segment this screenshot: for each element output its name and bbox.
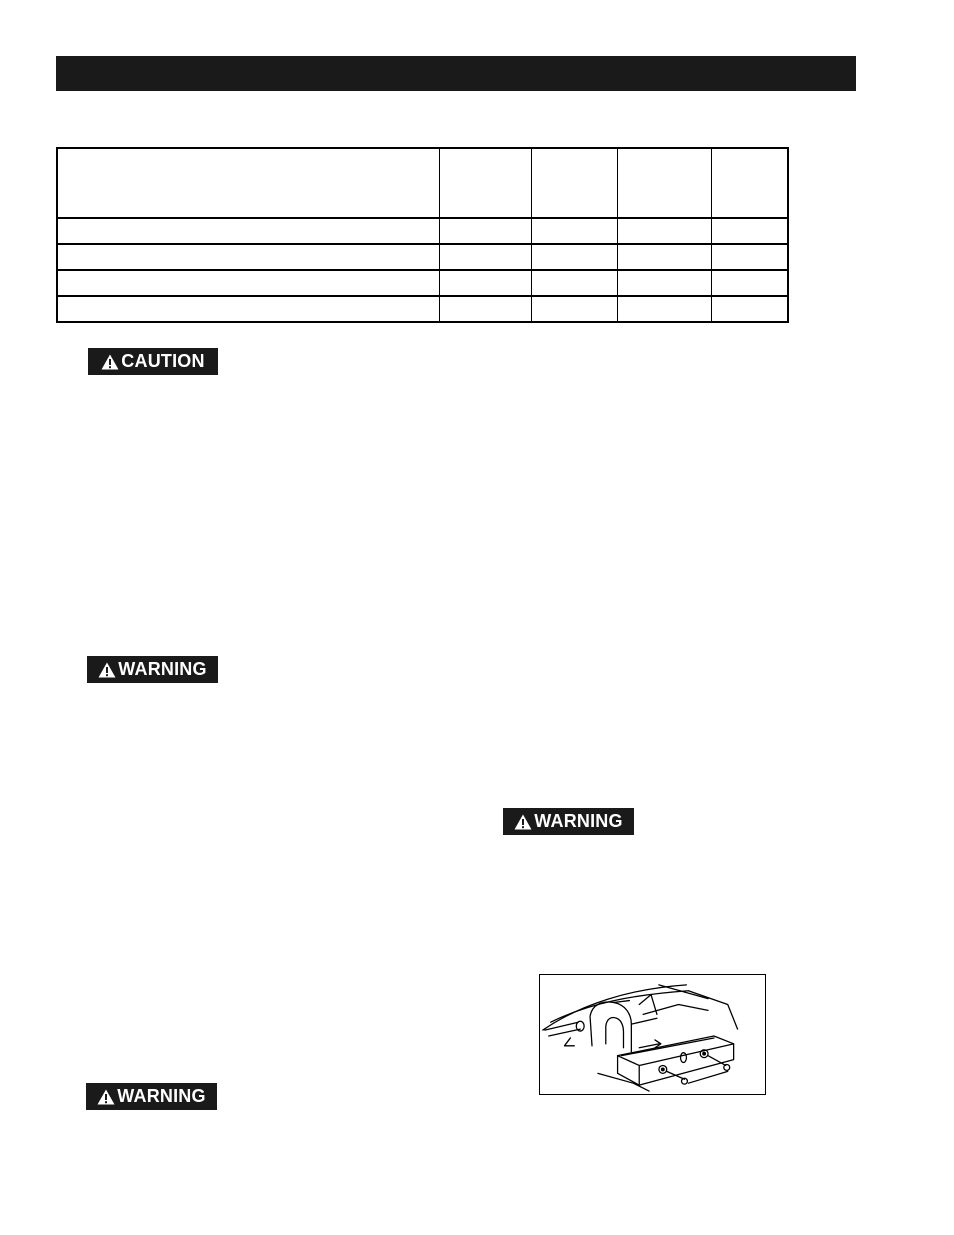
table-cell [57, 244, 440, 270]
blade-clamp-illustration [539, 974, 766, 1095]
table-cell [712, 270, 788, 296]
table-header-cell [618, 148, 712, 218]
warning-badge [86, 1083, 217, 1110]
blade-clamp-drawing [540, 975, 765, 1094]
table-header-row [57, 148, 788, 218]
warning-badge-label: WARNING [118, 659, 207, 679]
table-cell [618, 218, 712, 244]
table-cell [531, 218, 617, 244]
table-cell [440, 296, 531, 322]
warning-triangle-icon [101, 354, 119, 370]
table-cell [57, 270, 440, 296]
table-cell [440, 270, 531, 296]
table-cell [618, 244, 712, 270]
table-cell [712, 296, 788, 322]
table-cell [531, 270, 617, 296]
caution-badge-label: CAUTION [121, 351, 205, 371]
section-header-bar [56, 56, 856, 91]
warning-triangle-icon [97, 1089, 115, 1105]
table-header-cell [712, 148, 788, 218]
table-header-cell [57, 148, 440, 218]
table-row [57, 244, 788, 270]
table-header-cell [440, 148, 531, 218]
table-cell [440, 218, 531, 244]
table-cell [531, 296, 617, 322]
table-row [57, 296, 788, 322]
table-header-cell [531, 148, 617, 218]
warning-triangle-icon [98, 662, 116, 678]
table-cell [531, 244, 617, 270]
table-cell [57, 218, 440, 244]
warning-badge-label: WARNING [117, 1086, 206, 1106]
caution-badge [88, 348, 218, 375]
table-cell [712, 244, 788, 270]
table-cell [618, 296, 712, 322]
warning-triangle-icon [514, 814, 532, 830]
table-row [57, 270, 788, 296]
table-row [57, 218, 788, 244]
table-cell [57, 296, 440, 322]
table-cell [440, 244, 531, 270]
warning-badge [87, 656, 218, 683]
table-cell [712, 218, 788, 244]
warning-badge [503, 808, 634, 835]
table-cell [618, 270, 712, 296]
specification-table [56, 147, 789, 323]
warning-badge-label: WARNING [534, 811, 623, 831]
